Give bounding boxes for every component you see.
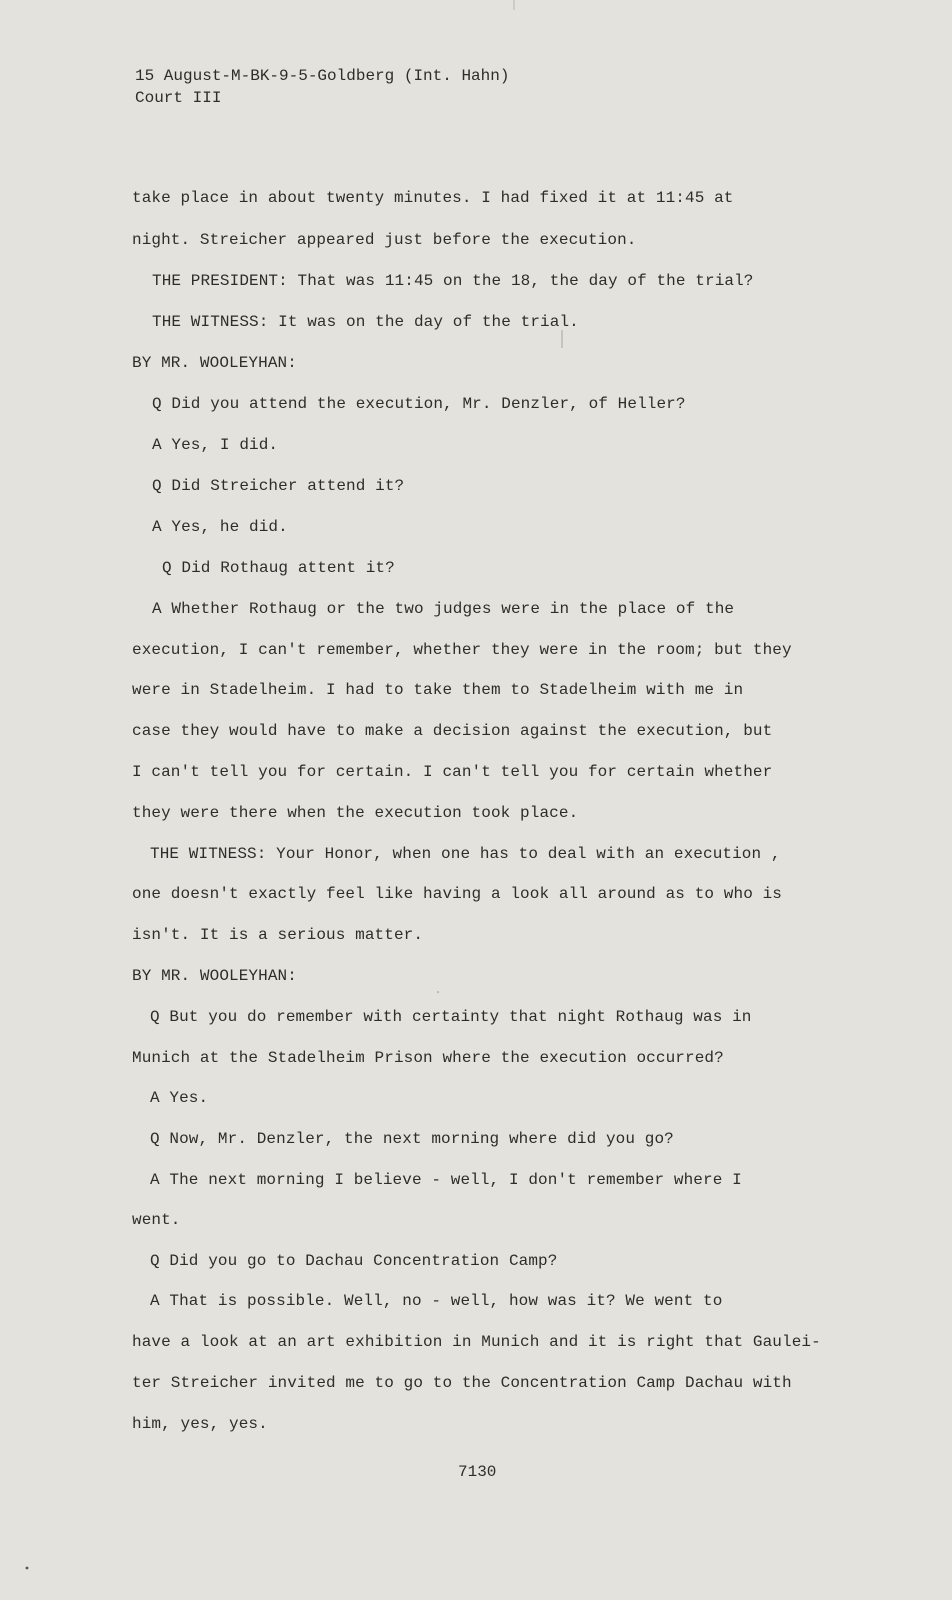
transcript-line: Q Did Streicher attend it? xyxy=(152,477,405,495)
transcript-line: A Yes, I did. xyxy=(152,436,279,454)
transcript-line: A That is possible. Well, no - well, how was it? We went to xyxy=(150,1292,723,1310)
transcript-line: one doesn't exactly feel like having a look all around as to who is xyxy=(132,885,783,903)
transcript-line: A Whether Rothaug or the two judges were in the place of the xyxy=(152,600,735,618)
transcript-line: Q Now, Mr. Denzler, the next morning where did you go? xyxy=(150,1130,674,1148)
transcript-line: went. xyxy=(132,1211,181,1229)
transcript-line: Q Did you attend the execution, Mr. Denzler, of Heller? xyxy=(152,395,686,413)
transcript-line: A Yes, he did. xyxy=(152,518,288,536)
header-court-line: Court III xyxy=(135,89,222,107)
transcript-line: take place in about twenty minutes. I had fixed it at 11:45 at xyxy=(132,189,734,207)
transcript-line: him, yes, yes. xyxy=(132,1415,268,1433)
transcript-line: BY MR. WOOLEYHAN: xyxy=(132,967,297,985)
transcript-line: were in Stadelheim. I had to take them to Stadelheim with me in xyxy=(132,681,744,699)
transcript-line: I can't tell you for certain. I can't tell you for certain whether xyxy=(132,763,773,781)
transcript-line: Q Did Rothaug attent it? xyxy=(162,559,395,577)
transcript-line: night. Streicher appeared just before the execution. xyxy=(132,231,637,249)
transcript-line: have a look at an art exhibition in Munich and it is right that Gaulei- xyxy=(132,1333,821,1351)
transcript-line: THE WITNESS: It was on the day of the trial. xyxy=(152,313,579,331)
transcript-line: A The next morning I believe - well, I don't remember where I xyxy=(150,1171,742,1189)
transcript-line: BY MR. WOOLEYHAN: xyxy=(132,354,297,372)
ink-speck xyxy=(26,1567,29,1570)
page-number: 7130 xyxy=(458,1463,497,1481)
transcript-line: they were there when the execution took place. xyxy=(132,804,579,822)
transcript-line: ter Streicher invited me to go to the Concentration Camp Dachau with xyxy=(132,1374,792,1392)
transcript-line: isn't. It is a serious matter. xyxy=(132,926,424,944)
transcript-line: Q Did you go to Dachau Concentration Camp? xyxy=(150,1252,558,1270)
transcript-line: Q But you do remember with certainty that night Rothaug was in xyxy=(150,1008,752,1026)
transcript-line: execution, I can't remember, whether they were in the room; but they xyxy=(132,641,792,659)
header-session-line: 15 August-M-BK-9-5-Goldberg (Int. Hahn) xyxy=(135,67,510,85)
transcript-line: A Yes. xyxy=(150,1089,209,1107)
transcript-line: Munich at the Stadelheim Prison where the execution occurred? xyxy=(132,1049,724,1067)
transcript-line: case they would have to make a decision against the execution, but xyxy=(132,722,773,740)
ink-speck xyxy=(437,991,439,993)
transcript-line: THE WITNESS: Your Honor, when one has to deal with an execution , xyxy=(150,845,781,863)
transcript-line: THE PRESIDENT: That was 11:45 on the 18, the day of the trial? xyxy=(152,272,754,290)
